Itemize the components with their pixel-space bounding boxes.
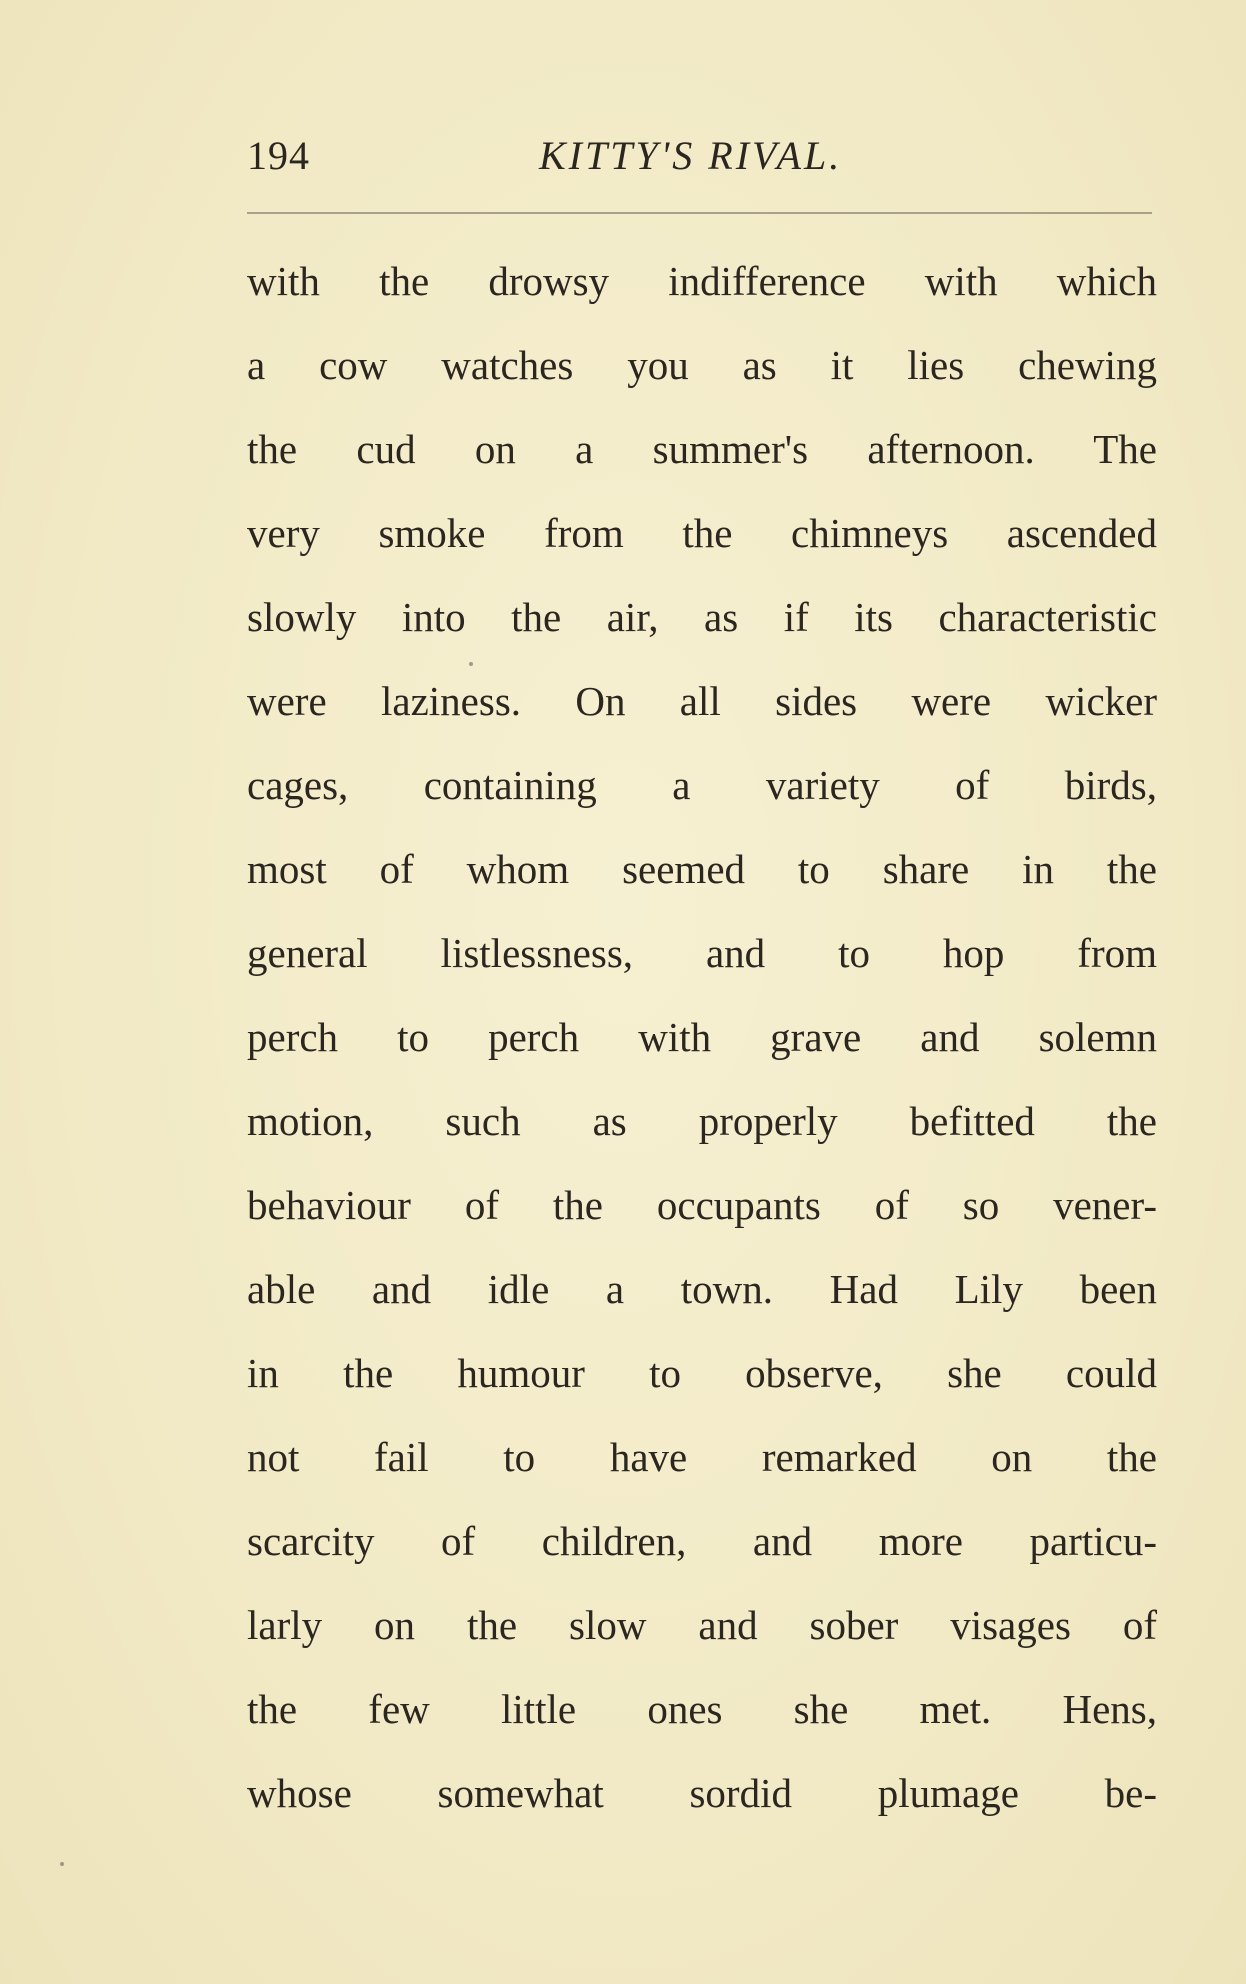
running-title: KITTY'S RIVAL. [539, 133, 843, 178]
text-line: not fail to have remarked on the [247, 1434, 1157, 1480]
paper-speck [60, 1862, 64, 1866]
text-line: very smoke from the chimneys ascended [247, 510, 1157, 556]
text-line: the few little ones she met. Hens, [247, 1686, 1157, 1732]
text-line: perch to perch with grave and solemn [247, 1014, 1157, 1060]
text-line: behaviour of the occupants of so vener- [247, 1182, 1157, 1228]
text-line: general listlessness, and to hop from [247, 930, 1157, 976]
text-line: scarcity of children, and more particu- [247, 1518, 1157, 1564]
text-line: were laziness. On all sides were wicker [247, 678, 1157, 724]
paper-speck [469, 662, 473, 666]
text-line: larly on the slow and sober visages of [247, 1602, 1157, 1648]
text-line: a cow watches you as it lies chewing [247, 342, 1157, 388]
text-line: the cud on a summer's afternoon. The [247, 426, 1157, 472]
header-rule [247, 212, 1152, 214]
text-line: able and idle a town. Had Lily been [247, 1266, 1157, 1312]
text-line: motion, such as properly befitted the [247, 1098, 1157, 1144]
page-header [247, 132, 1157, 182]
text-line: cages, containing a variety of birds, [247, 762, 1157, 808]
body-text [247, 247, 1157, 1843]
page-number: 194 [247, 133, 310, 178]
text-line: whose somewhat sordid plumage be- [247, 1770, 1157, 1816]
text-line: in the humour to observe, she could [247, 1350, 1157, 1396]
text-line: with the drowsy indifference with which [247, 258, 1157, 304]
text-line: most of whom seemed to share in the [247, 846, 1157, 892]
text-line: slowly into the air, as if its characteristic [247, 594, 1157, 640]
